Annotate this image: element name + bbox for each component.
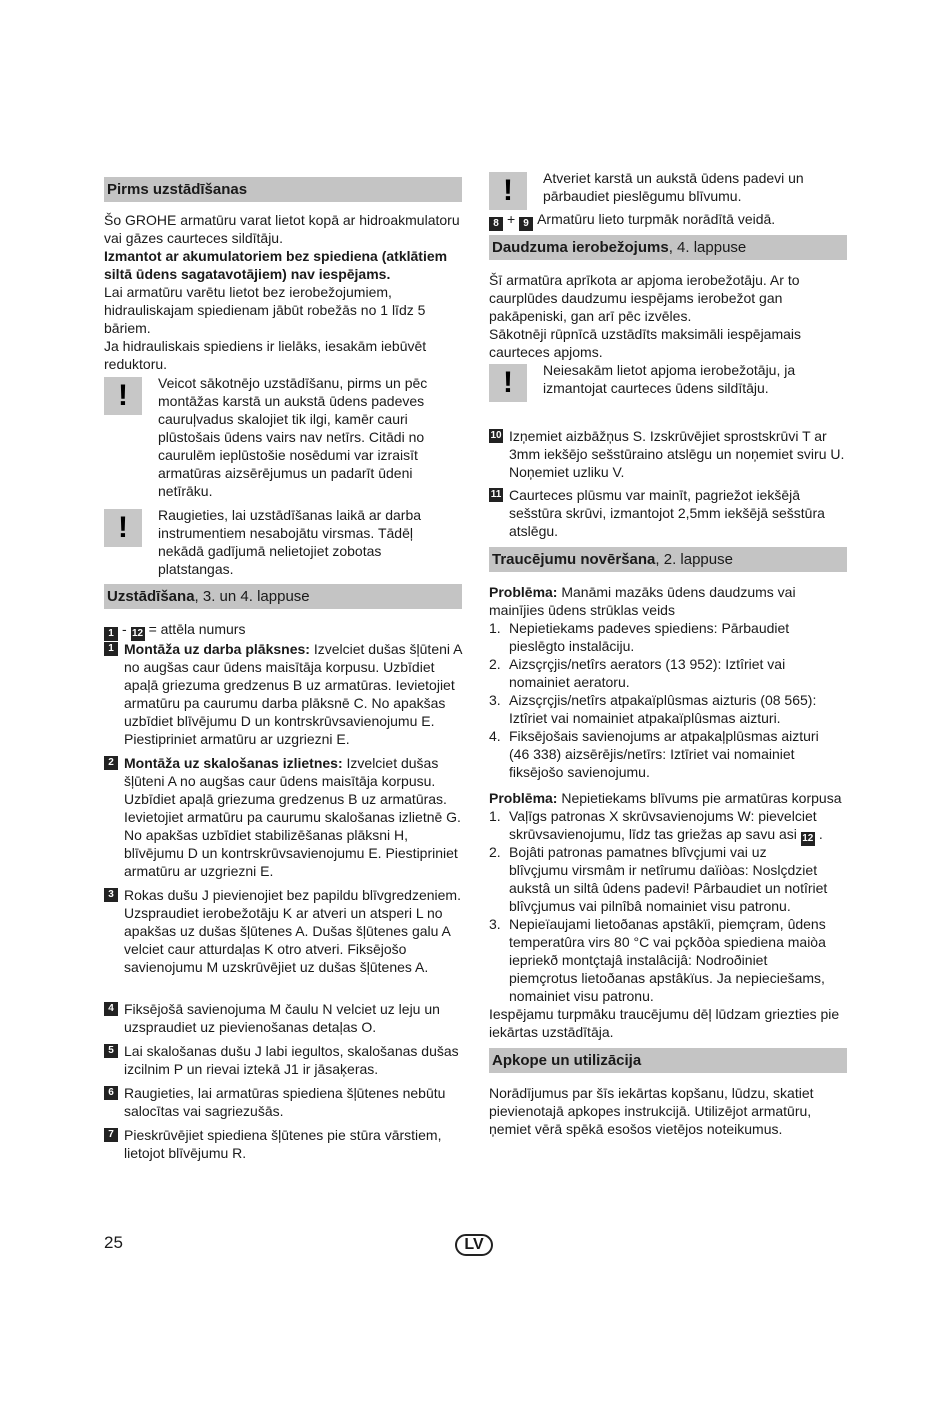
list-number: 3.	[489, 916, 501, 932]
section-subtitle: , 2. lappuse	[655, 551, 733, 568]
intro-paragraphs	[104, 211, 462, 373]
list-number: 4.	[489, 728, 501, 744]
figure-legend: 1 - 12 = attēla numurs	[104, 620, 462, 641]
section-header-troubleshooting	[489, 547, 847, 572]
list-number: 2.	[489, 844, 501, 860]
figure-legend-text: = attēla numurs	[148, 621, 246, 637]
step-number-badge: 7	[104, 1128, 118, 1142]
problem-text: Manāmi mazāks ūdens daudzums vai mainījies ūdens strūklas veids	[489, 584, 796, 618]
section-title: Apkope un utilizācija	[492, 1052, 642, 1069]
warning-text: Raugieties, lai uzstādīšanas laikā ar darba instrumentiem nesabojātu virsmas. Tādēļ nekādā gadījumā nelietojiet zobotas platstangas.	[158, 507, 422, 577]
step-text: Rokas dušu J pievienojiet bez papildu blīvgredzeniem. Uzspraudiet ierobežotāju K ar atveri un atsperi L no apakšas uz dušas šļūtenes A. Dušas šļūtenes galu A velciet caur atturdaļas K otro atveri. Fiksējošo savienojumu M uzskrūvējiet uz dušas šļūtenes A.	[124, 887, 461, 975]
reducer-text: Ja hidrauliskais spiediens ir lielāks, iesakām iebūvēt reduktoru.	[104, 338, 427, 372]
list-text: Nepietiekams padeves spiediens: Pārbaudiet pieslēgto instalāciju.	[509, 620, 790, 654]
page-number: 25	[104, 1233, 123, 1252]
step-number-badge: 11	[490, 489, 502, 500]
problem-label: Problēma:	[489, 584, 558, 600]
flow-text: Sākotnēji rūpnīcā uzstādīts maksimāli iespējamais caurteces apjoms.	[489, 326, 802, 360]
plus-sign: +	[507, 211, 516, 227]
flow-text: Šī armatūra aprīkota ar apjoma ierobežotāju. Ar to caurplūdes daudzumu iespējams ierobežot gan pakāpeniski, gan arī pēc izvēles.	[489, 272, 800, 324]
section-title: Pirms uzstādīšanas	[107, 181, 248, 198]
install-step-4	[104, 1000, 462, 1036]
step-number-badge: 5	[104, 1044, 118, 1058]
flow-limiter-paragraphs	[489, 271, 847, 361]
step-title: Montāža uz skalošanas izlietnes:	[124, 755, 343, 771]
step-number-badge: 6	[104, 1086, 118, 1100]
list-item	[489, 691, 829, 727]
install-step-5	[104, 1042, 462, 1078]
section-header-maintenance	[489, 1048, 847, 1073]
install-step-1	[104, 640, 462, 748]
install-step-6	[104, 1084, 462, 1120]
intro-text: Šo GROHE armatūru varat lietot kopā ar hidroakmulatoru vai gāzes caurteces sildītāju.	[104, 212, 460, 246]
maintenance-paragraph	[489, 1084, 847, 1138]
step-text: Izvelciet dušas šļūteni A no augšas caur ūdens maisītāja korpusu. Uzbīdiet apaļā griezuma gredzenus B uz armatūras. Ievietojiet armatūru pa caurumu skalošanas izlietnē G. No apakšas uzbīdiet stabilizēšanas plāksni H, blīvējumu D un kontrskrūvsavienojumu E. Piestipriniet armatūru ar uzgriezni E.	[124, 755, 461, 879]
list-number: 1.	[489, 808, 501, 824]
step-text: Pieskrūvējiet spiediena šļūtenes pie stūra vārstiem, lietojot blīvējumu R.	[124, 1127, 442, 1161]
figure-number-badge: 12	[802, 833, 814, 844]
list-item: 1. Vaļīgs patronas X skrūvsavienojums W: pievelciet skrūvsavienojumu, līdz tas griežas ap savu asi 12 .	[489, 808, 823, 844]
warning-flow-limiter	[543, 361, 843, 397]
step-number-badge: 10	[490, 430, 502, 441]
problem-1	[489, 583, 847, 619]
list-text: Bojâti patronas pamatnes blîvçjumi vai uz blîvçjumu virsmâm ir netîrumu daïiòas: Noslçdziet aukstâ un siltâ ûdens padevi! Pârbaudiet un notîriet blîvçjumus vai pilnîbâ nomainiet visu patronu.	[509, 844, 828, 914]
list-item	[489, 619, 829, 655]
warning-flush	[158, 374, 448, 500]
list-item	[489, 843, 829, 915]
step-text: Fiksējošā savienojuma M čaulu N velciet uz leju un uzspraudiet uz pievienošanas detaļas O.	[124, 1001, 440, 1035]
warning-text: Neiesakām lietot apjoma ierobežotāju, ja izmantojat caurteces ūdens sildītāju.	[543, 362, 796, 396]
step-number-badge: 8	[489, 217, 503, 231]
flow-step-10	[489, 427, 847, 481]
step-text: Lai skalošanas dušu J labi iegultos, skalošanas dušas izcilnim P un rievai iztekā J1 ir jāsaķeras.	[124, 1043, 459, 1077]
pressure-text: Lai armatūru varētu lietot bez ierobežojumiem, hidrauliskajam spiedienam jābūt robežās no 1 līdz 5 bāriem.	[104, 284, 426, 336]
step-text: Izvelciet dušas šļūteni A no augšas caur ūdens maisītāja korpusu. Uzbīdiet apaļā griezuma gredzenus B uz armatūras. Ievietojiet armatūru pa caurumu darba plāksnē C. No apakšas uzbīdiet blīvējumu D un kontrskrūvsavienojumu E. Piestipriniet armatūru ar uzgriezni E.	[124, 641, 462, 747]
list-item	[489, 727, 829, 781]
problem-label: Problēma:	[489, 790, 558, 806]
warning-icon: !	[104, 509, 142, 547]
figure-number-badge: 12	[132, 628, 144, 639]
section-subtitle: , 4. lappuse	[668, 239, 747, 256]
section-title: Traucējumu novēršana	[492, 551, 656, 568]
list-item	[489, 915, 829, 1005]
troubleshooting-tail	[489, 1005, 847, 1041]
list-text: Aizsçrçjis/netîrs atpakaïplûsmas aizturis (08 565): Iztîriet vai nomainiet atpakaïplûsmas aizturi.	[509, 692, 817, 726]
install-step-7	[104, 1126, 462, 1162]
section-header-installation	[104, 584, 462, 609]
section-title: Uzstādīšana	[107, 588, 195, 605]
step-number-badge: 1	[104, 642, 118, 656]
flow-step-11	[489, 486, 847, 540]
warning-tools	[158, 506, 448, 578]
warning-icon: !	[489, 172, 527, 210]
warning-open-supply	[543, 169, 843, 205]
list-text: Nepieïaujami lietoðanas apstâkïi, piemçram, ûdens temperatûra virs 80 °C vai pçkðòa spiediena maiòa iepriekð montçtajâ instalâcijâ: Nodroðiniet piemçrotus lietoðanas apstâkïus. Ja nepieciešams, nomainiet visu patronu.	[509, 916, 826, 1004]
section-title: Daudzuma ierobežojums	[492, 239, 669, 256]
warning-text: Atveriet karstā un aukstā ūdens padevi un pārbaudiet pieslēgumu blīvumu.	[543, 170, 804, 204]
list-text: Aizsçrçjis/netîrs aerators (13 952): Iztîriet vai nomainiet aeratoru.	[509, 656, 786, 690]
maintenance-text: Norādījumus par šīs iekārtas kopšanu, lūdzu, skatiet pievienotajā apkopes instrukcijā. Utilizējot armatūru, ņemiet vērā spēkā esošos vietējos noteikumus.	[489, 1085, 814, 1137]
section-header-flow-limiter	[489, 235, 847, 260]
step-text: Armatūru lieto turpmāk norādītā veidā.	[537, 211, 776, 227]
section-subtitle: , 3. un 4. lappuse	[194, 588, 310, 605]
list-number: 1.	[489, 620, 501, 636]
warning-text: Veicot sākotnējo uzstādīšanu, pirms un pēc montāžas karstā un aukstā ūdens padeves cauruļvadus skalojiet tik ilgi, kamēr cauri plūstošais ūdens vairs nav netīrs. Citādi no caurulēm ieplūstošie nosēdumi var izraisīt armatūras aizsērējumus un padarīt ūdeni netīrāku.	[158, 375, 428, 499]
step-text: Caurteces plūsmu var mainīt, pagriežot iekšējā sešstūra skrūvi, izmantojot 2,5mm iekšējā sešstūra atslēgu.	[509, 487, 825, 539]
list-item	[489, 655, 829, 691]
step-title: Montāža uz darba plāksnes:	[124, 641, 310, 657]
intro-bold-text: Izmantot ar akumulatoriem bez spiediena (atklātiem siltā ūdens sagatavotājiem) nav iespējams.	[104, 248, 448, 282]
problem-text: Nepietiekams blīvums pie armatūras korpusa	[557, 790, 842, 806]
step-text: Izņemiet aizbāžņus S. Izskrūvējiet sprostskrūvi T ar 3mm iekšējo sešstūraino atslēgu un noņemiet sviru U. Noņemiet uzliku V.	[509, 428, 845, 480]
install-step-2	[104, 754, 462, 880]
warning-icon: !	[104, 377, 142, 415]
step-number-badge: 2	[104, 756, 118, 770]
step-number-badge: 9	[519, 217, 533, 231]
figure-number-badge: 1	[104, 627, 118, 641]
section-header-before-installation	[104, 177, 462, 202]
warning-icon: !	[489, 364, 527, 402]
problem-2	[489, 789, 847, 807]
list-text: Vaļīgs patronas X skrūvsavienojums W: pievelciet skrūvsavienojumu, līdz tas griežas ap savu asi	[509, 808, 817, 842]
install-step-3	[104, 886, 462, 976]
step-number-badge: 4	[104, 1002, 118, 1016]
list-text: Fiksējošais savienojums ar atpakaļplūsmas aizturi (46 338) aizsērējis/netīrs: Iztīriet vai nomainiet fiksējošo savienojumu.	[509, 728, 819, 780]
language-badge: LV	[455, 1234, 493, 1256]
list-number: 2.	[489, 656, 501, 672]
step-8-9	[489, 210, 847, 231]
tail-text: Iespējamu turpmāku traucējumu dēļ lūdzam griezties pie iekārtas uzstādītāja.	[489, 1006, 840, 1040]
step-number-badge: 3	[104, 888, 118, 902]
step-text: Raugieties, lai armatūras spiediena šļūtenes nebūtu salocītas vai sagriezušās.	[124, 1085, 446, 1119]
list-number: 3.	[489, 692, 501, 708]
